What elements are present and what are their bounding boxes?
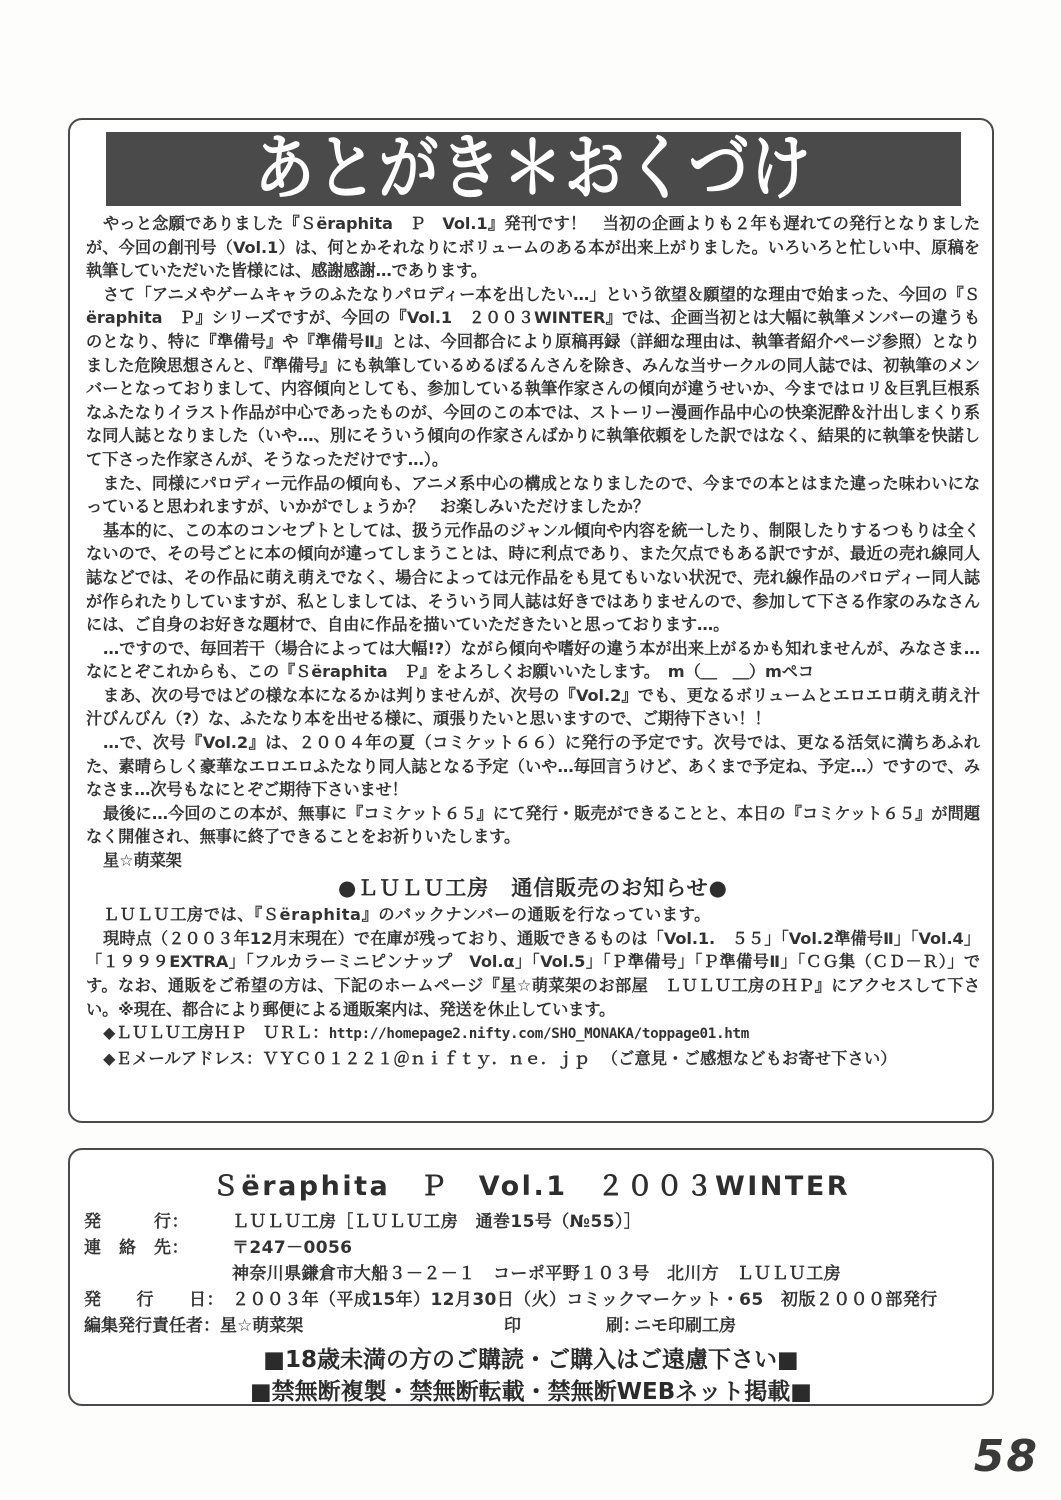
publisher-label: 発 行： — [84, 1212, 189, 1232]
email-label: ◆Ｅメールアドレス： — [103, 1048, 263, 1068]
email-address[interactable]: ＶＹＣ０１２２１＠ｎｉｆｔｙ．ｎｅ．ｊｐ — [262, 1048, 591, 1068]
printer-value: ニモ印刷工房 — [634, 1316, 736, 1336]
printer-label: 印 刷： — [504, 1316, 640, 1336]
afterword-paragraph-7: …で、次号『Vol.2』は、２００４年の夏（コミケット６６）に発行の予定です。次号では、更なる活気に満ちあふれた、素晴らしく豪華なエロエロふたなり同人誌となる予定（いや…毎回言うけど、あくまで予定ね、予定…）ですので、みなさま…次号もなにとぞご期待下さいませ！ — [86, 733, 980, 800]
mail-order-heading: ●ＬＵＬＵ工房 通信販売のお知らせ● — [337, 875, 729, 900]
afterword-body — [86, 212, 980, 1070]
age-restriction-warning: ■18歳未満の方のご購読・ご購入はご遠慮下さい■ — [263, 1347, 799, 1373]
homepage-url[interactable]: http://homepage2.nifty.com/SHO_MONAKA/toppage01.htm — [328, 1026, 750, 1043]
mail-order-intro: ＬＵＬＵ工房では、『Ｓёraphita』のバックナンバーの通販を行なっています。 — [103, 905, 711, 925]
afterword-title-text: あとがき＊おくづけ — [254, 132, 813, 206]
email-line — [86, 1047, 980, 1071]
afterword-title-banner — [106, 132, 961, 206]
afterword-paragraph-5: …ですので、毎回若干（場合によっては大幅!?）ながら傾向や嗜好の違う本が出来上がるかも知れませんが、みなさま…なにとぞこれからも、この『Ｓёraphita Ｐ』をよろしくお願いいたします。 m（＿ ＿）mペコ — [86, 638, 980, 682]
contact-label: 連 絡 先： — [84, 1238, 189, 1258]
afterword-signature: 星☆萌菜架 — [103, 851, 182, 871]
mail-order-stock-notice: 現時点（２００３年12月末現在）で在庫が残っており、通販できるものは「Vol.1. ５５」「Vol.2準備号Ⅱ」「Vol.4」「１９９９EXTRA」「フルカラーミニピンナップ Vol.α」「Vol.5」「Ｐ準備号」「Ｐ準備号Ⅱ」「ＣＧ集（ＣＤ－Ｒ）」です。なお、通販をご希望の方は、下記のホームページ『星☆萌菜架のお部屋 ＬＵＬＵ工房のＨＰ』にアクセスして下さい。※現在、都合により郵便による通販案内は、発送を休止しています。 — [86, 928, 980, 1019]
address-value: 神奈川県鎌倉市大船３－２－１ コーポ平野１０３号 北川方 ＬＵＬＵ工房 — [232, 1264, 841, 1284]
publish-date-label: 発 行 日： — [84, 1290, 224, 1310]
publish-date-value: ２００３年（平成15年）12月30日（火）コミックマーケット・65 初版２０００部発行 — [232, 1290, 938, 1310]
colophon-row — [84, 1235, 978, 1261]
colophon-row — [84, 1287, 978, 1313]
email-note: （ご意見・ご感想などもお寄せ下さい） — [601, 1048, 897, 1068]
copyright-warning: ■禁無断複製・禁無断転載・禁無断WEBネット掲載■ — [249, 1379, 813, 1405]
afterword-paragraph-3: また、同様にパロディー元作品の傾向も、アニメ系中心の構成となりましたので、今までの本とはまた違った味わいになっていると思われますが、いかがでしょうか？ お楽しみいただけましたか？ — [86, 473, 980, 517]
postal-code-value: 〒247－0056 — [232, 1238, 353, 1258]
homepage-line — [86, 1021, 980, 1047]
afterword-panel — [68, 118, 994, 1123]
colophon-panel — [68, 1148, 994, 1406]
publisher-value: ＬＵＬＵ工房［ＬＵＬＵ工房 通巻15号（№55）］ — [232, 1212, 642, 1232]
editor-line — [84, 1313, 504, 1339]
page-number: 58 — [973, 1431, 1039, 1482]
afterword-paragraph-8: 最後に…今回のこの本が、無事に『コミケット６５』にて発行・販売ができることと、本日の『コミケット６５』が問題なく開催され、無事に終了できることをお祈りいたします。 — [86, 803, 980, 847]
editor-label: 編集発行責任者： — [84, 1316, 220, 1336]
afterword-paragraph-4: 基本的に、この本のコンセプトとしては、扱う元作品のジャンル傾向や内容を統一したり、制限したりするつもりは全くないので、その号ごとに本の傾向が違ってしまうことは、時に利点であり、また欠点でもある訳ですが、最近の売れ線同人誌などでは、その作品に萌え萌えでなく、場合によっては元作品をも見てもいない状況で、売れ線作品のパロディー同人誌が作られたりしていますが、私としましては、そういう同人誌は好きではありませんので、参加して下さる作家のみなさんには、ご自身のお好きな題材で、自由に作品を描いていただきたいと思っております…。 — [86, 520, 980, 635]
afterword-paragraph-1: やっと念願でありました『Ｓёraphita Ｐ Vol.1』発刊です！ 当初の企画よりも２年も遅れての発行となりましたが、今回の創刊号（Vol.1）は、何とかそれなりにボリュームのある本が出来上がりました。いろいろと忙しい中、原稿を執筆していただいた皆様には、感謝感謝…であります。 — [86, 214, 980, 281]
editor-value: 星☆萌菜架 — [220, 1316, 304, 1336]
afterword-paragraph-2: さて「アニメやゲームキャラのふたなりパロディー本を出したい…」という欲望＆願望的な理由で始まった、今回の『Ｓёraphita Ｐ』シリーズですが、今回の『Vol.1 ２００３WINTER』では、企画当初とは大幅に執筆メンバーの違うものとなり、特に『準備号』や『準備号Ⅱ』とは、今回都合により原稿再録（詳細な理由は、執筆者紹介ページ参照）となりました危険思想さんと、『準備号』にも執筆しているめるぽるんさんを除き、みんな当サークルの同人誌では、初執筆のメンバーとなっておりまして、内容傾向としても、参加している執筆作家さんの傾向が違うせいか、今まではロリ＆巨乳巨根系なふたなりイラスト作品が中心であったものが、今回のこの本では、ストーリー漫画作品中心の快楽泥酔＆汁出しまくり系な同人誌となりました（いや…、別にそういう傾向の作家さんばかりに執筆依頼をした訳ではなく、結果的に執筆を快諾して下さった作家さんが、そうなっただけです…）。 — [86, 284, 980, 469]
colophon-row — [84, 1209, 978, 1235]
colophon-title: Ｓёraphita Ｐ Vol.1 ２００３WINTER — [211, 1171, 851, 1202]
colophon-row — [84, 1313, 978, 1339]
afterword-paragraph-6: まあ、次の号ではどの様な本になるかは判りませんが、次号の『Vol.2』でも、更なるボリュームとエロエロ萌え萌え汁汁びんびん（?）な、ふたなり本を出せる様に、頑張りたいと思いますので、ご期待下さい！！ — [86, 685, 980, 729]
homepage-label: ◆ＬＵＬＵ工房ＨＰ ＵＲＬ： — [103, 1023, 329, 1043]
